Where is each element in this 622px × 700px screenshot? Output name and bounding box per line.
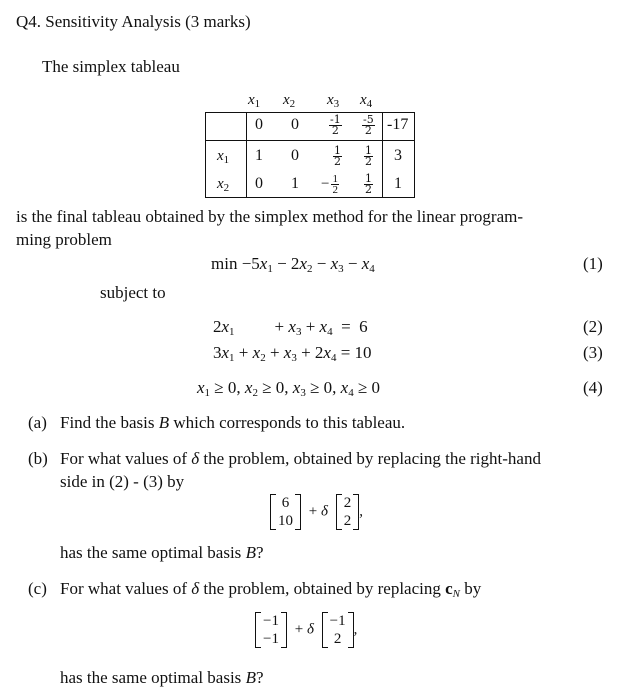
col-header-x3: $x_3$ (327, 92, 340, 110)
objective-function: $\min -5x_1 - 2x_2 - x_3 - x_4$ (211, 254, 375, 275)
equation-number-2: (2) (583, 317, 603, 336)
part-c-vector-expression: −1 −1 + δ −1 2 , (255, 612, 357, 648)
row-label-x2: $x_2$ (217, 176, 230, 194)
part-b-vector-1: 6 10 (270, 494, 301, 530)
obj-cell-4: $\frac{-5}{2}$ (363, 113, 374, 137)
obj-cell-1: 0 (255, 116, 263, 133)
part-b-line-2: side in (2) - (3) by (60, 472, 185, 491)
paragraph-line-2: ming problem (16, 230, 112, 249)
row2-cell-4: $\frac{1}{2}$ (365, 172, 372, 196)
row2-cell-2: 1 (291, 175, 299, 192)
row1-rhs: 3 (394, 147, 402, 164)
part-c-tail: has the same optimal basis B? (60, 668, 264, 687)
part-b-vector-2: 2 2 (336, 494, 360, 530)
col-header-x1: $x_1$ (248, 92, 261, 110)
row-label-x1: $x_1$ (217, 148, 230, 166)
part-b-tail: has the same optimal basis B? (60, 543, 264, 562)
obj-cell-3: $\frac{-1}{2}$ (330, 113, 341, 137)
row1-cell-3: $\frac{1}{2}$ (334, 144, 341, 168)
part-a-text: Find the basis B which corresponds to this tableau. (60, 413, 406, 432)
col-header-x2: $x_2$ (283, 92, 296, 110)
row2-rhs: 1 (394, 175, 402, 192)
paragraph-line-1: is the final tableau obtained by the simplex method for the linear program- (16, 207, 524, 226)
row2-cell-3: − $\frac{1}{2}$ (321, 173, 338, 196)
equation-number-3: (3) (583, 343, 603, 362)
question-title: Q4. Sensitivity Analysis (3 marks) (16, 12, 251, 31)
row2-cell-1: 0 (255, 175, 263, 192)
col-header-x4: $x_4$ (360, 92, 373, 110)
part-a-label: (a) (28, 413, 47, 432)
subject-to-label: subject to (100, 283, 166, 302)
row1-cell-2: 0 (291, 147, 299, 164)
obj-cell-2: 0 (291, 116, 299, 133)
obj-rhs: -17 (387, 116, 409, 133)
row1-cell-1: 1 (255, 147, 263, 164)
tableau-vline-left (246, 112, 247, 198)
intro-text: The simplex tableau (42, 57, 180, 76)
equation-number-1: (1) (583, 254, 603, 273)
part-c-vector-2: −1 2 (322, 612, 354, 648)
part-c-line-1: For what values of δ the problem, obtained by replacing $c_N$ by (60, 579, 482, 600)
part-b-label: (b) (28, 449, 48, 468)
tableau-hline (205, 140, 415, 141)
tableau-vline-right (382, 112, 383, 198)
part-c-vector-1: −1 −1 (255, 612, 287, 648)
part-b-vector-expression: 6 10 + δ 2 2 , (270, 494, 363, 530)
part-b-line-1: For what values of δ the problem, obtained by replacing the right-hand (60, 449, 541, 468)
row1-cell-4: $\frac{1}{2}$ (365, 144, 372, 168)
constraint-3: $3x_1 + x_2 + x_3 + 2x_4 = 10$ (213, 343, 372, 364)
tableau-border (205, 112, 415, 198)
equation-number-4: (4) (583, 378, 603, 397)
simplex-tableau (205, 92, 415, 198)
constraint-2: $2x_1 + x_3 + x_4 = 6$ (213, 317, 368, 338)
part-c-label: (c) (28, 579, 47, 598)
constraint-4: $x_1 \ge 0$, $x_2 \ge 0$, $x_3 \ge 0$, $x_4 \ge 0$ (197, 378, 381, 399)
